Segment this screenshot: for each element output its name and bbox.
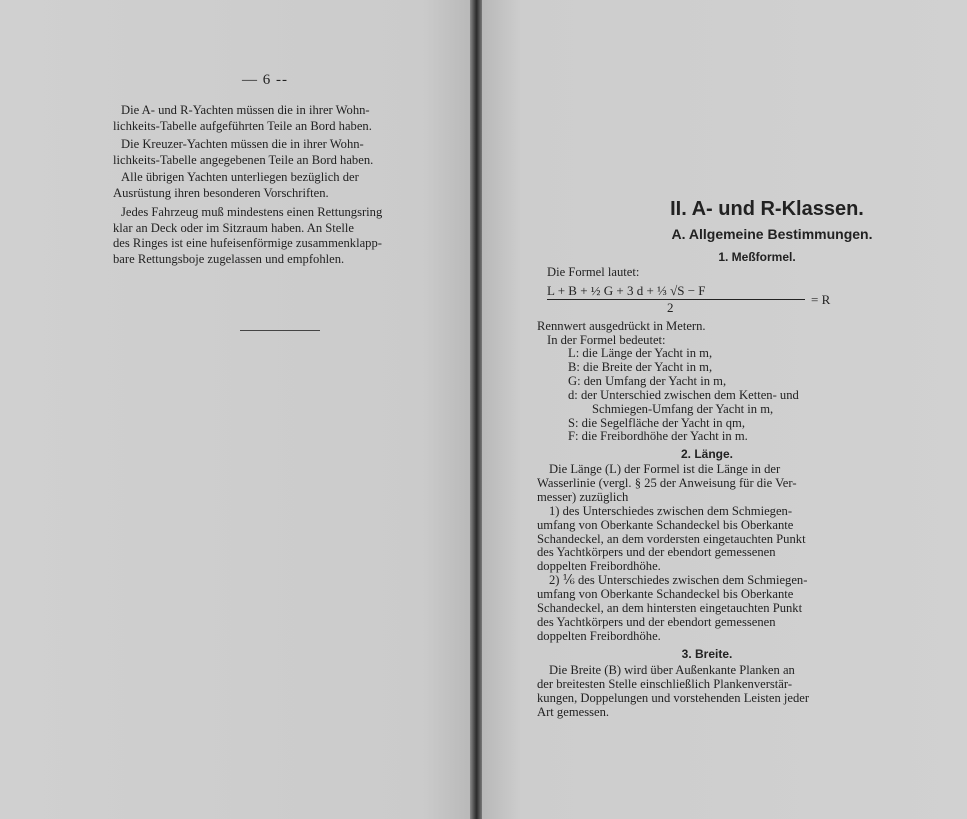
- text-line: des Yachtkörpers und der ebendort gemessenen: [537, 614, 776, 629]
- text-line: des Yachtkörpers und der ebendort gemessenen: [537, 545, 776, 560]
- text-line: messer) zuzüglich: [537, 489, 629, 504]
- text-line: lichkeits-Tabelle angegebenen Teile an Bord haben.: [113, 152, 374, 167]
- definition-line: G: den Umfang der Yacht in m,: [568, 373, 727, 388]
- text-line: Alle übrigen Yachten unterliegen bezüglich der: [121, 170, 359, 184]
- text-line: 2) ⅙ des Unterschiedes zwischen dem Schmiegen-: [549, 573, 808, 588]
- page-number: — 6 --: [242, 72, 288, 88]
- paragraph-other-yachts: [113, 170, 429, 201]
- book-gutter: [470, 0, 482, 819]
- text-line: bare Rettungsboje zugelassen und empfohlen.: [113, 251, 345, 266]
- text-line: doppelten Freibordhöhe.: [537, 559, 661, 574]
- text-line: Die Länge (L) der Formel ist die Länge in der: [549, 462, 781, 476]
- definition-line: d: der Unterschied zwischen dem Ketten- und: [568, 387, 799, 402]
- formula-definitions: [568, 347, 799, 444]
- text-line: Art gemessen.: [537, 704, 610, 719]
- text-line: lichkeits-Tabelle aufgeführten Teile an Bord haben.: [113, 118, 372, 133]
- fraction-bar: [547, 299, 805, 300]
- text-line: des Ringes ist eine hufeisenförmige zusammenklapp-: [113, 236, 382, 251]
- text-line: doppelten Freibordhöhe.: [537, 628, 661, 643]
- text-line: klar an Deck oder im Sitzraum haben. An Stelle: [113, 220, 354, 235]
- paragraph-rettungsring: [113, 205, 429, 267]
- text-line: Schandeckel, an dem hintersten eingetauchten Punkt: [537, 601, 803, 616]
- text-line: kungen, Doppelungen und vorstehenden Leisten jeder: [537, 690, 810, 705]
- formula: [547, 283, 847, 317]
- section-title: A. Allgemeine Bestimmungen.: [671, 226, 873, 242]
- text-line: Schandeckel, an dem vordersten eingetauchten Punkt: [537, 531, 806, 546]
- definition-line: L: die Länge der Yacht in m,: [568, 346, 713, 360]
- text-line: Jedes Fahrzeug muß mindestens einen Rettungsring: [121, 205, 383, 219]
- formula-denominator: 2: [667, 300, 674, 315]
- subsection-title-laenge: 2. Länge.: [680, 447, 733, 461]
- text-line: der breitesten Stelle einschließlich Plankenverstär-: [537, 676, 793, 691]
- text-line: Die A- und R-Yachten müssen die in ihrer Wohn-: [121, 103, 370, 117]
- text-line: Die Breite (B) wird über Außenkante Planken an: [549, 663, 795, 677]
- formula-numerator: L + B + ½ G + 3 d + ⅓ √S − F: [547, 283, 706, 298]
- subsection-title-messformel: 1. Meßformel.: [718, 250, 796, 264]
- text-line: 1) des Unterschiedes zwischen dem Schmiegen-: [549, 503, 793, 518]
- formula-explanation: [537, 320, 706, 348]
- section-breite-text: [537, 664, 840, 720]
- section-laenge-text: [537, 463, 840, 644]
- text-line: Die Formel lautet:: [547, 265, 640, 279]
- text-line: Wasserlinie (vergl. § 25 der Anweisung für die Ver-: [537, 475, 797, 490]
- definition-line: Schmiegen-Umfang der Yacht in m,: [592, 401, 774, 416]
- paragraph-a-r-yachts: [113, 103, 429, 134]
- text-line: umfang von Oberkante Schandeckel bis Oberkante: [537, 587, 794, 602]
- paragraph-kreuzer-yachts: [113, 137, 429, 168]
- subsection-title-breite: 3. Breite.: [681, 647, 733, 661]
- chapter-title: II. A- und R-Klassen.: [670, 198, 864, 220]
- left-page: [0, 0, 470, 819]
- text-line: In der Formel bedeutet:: [547, 332, 666, 347]
- formula-intro: [547, 266, 639, 280]
- definition-line: B: die Breite der Yacht in m,: [568, 359, 713, 374]
- definition-line: F: die Freibordhöhe der Yacht in m.: [568, 429, 748, 444]
- text-line: umfang von Oberkante Schandeckel bis Oberkante: [537, 517, 794, 532]
- definition-line: S: die Segelfläche der Yacht in qm,: [568, 415, 745, 430]
- text-line: Ausrüstung ihren besonderen Vorschriften.: [113, 185, 329, 200]
- end-rule: [240, 330, 320, 331]
- text-line: Rennwert ausgedrückt in Metern.: [537, 319, 706, 333]
- formula-result: = R: [811, 292, 831, 307]
- text-line: Die Kreuzer-Yachten müssen die in ihrer Wohn-: [121, 137, 364, 151]
